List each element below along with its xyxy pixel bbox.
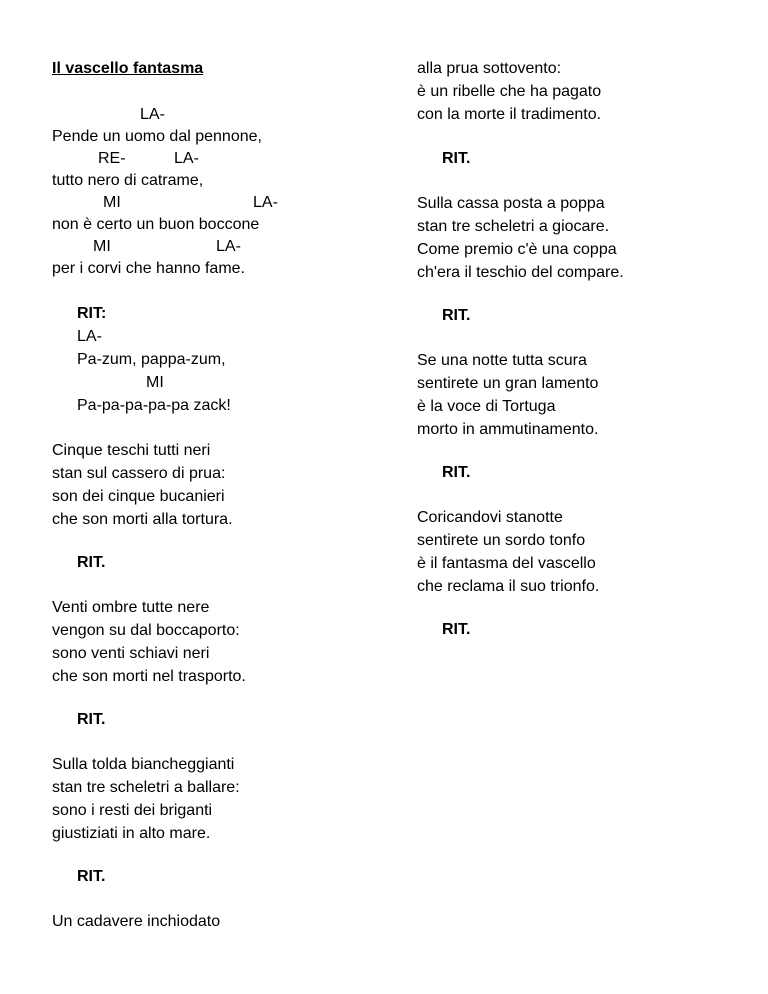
- chord: RE-: [98, 150, 126, 167]
- lyric-line: è un ribelle che ha pagato: [417, 83, 602, 100]
- chord: MI: [93, 238, 111, 255]
- lyric-line: Sulla cassa posta a poppa: [417, 195, 605, 212]
- lyric-line: Coricandovi stanotte: [417, 509, 563, 526]
- lyric-line: che reclama il suo trionfo.: [417, 578, 600, 595]
- lyric-line: vengon su dal boccaporto:: [52, 622, 240, 639]
- lyric-line: stan tre scheletri a ballare:: [52, 779, 240, 796]
- refrain-marker: RIT.: [442, 464, 471, 481]
- lyric-line: alla prua sottovento:: [417, 60, 562, 77]
- lyric-line: per i corvi che hanno fame.: [52, 260, 245, 277]
- chord: LA-: [216, 238, 241, 255]
- lyric-line: Pende un uomo dal pennone,: [52, 128, 262, 145]
- refrain-marker: RIT.: [77, 868, 106, 885]
- refrain-marker: RIT.: [442, 621, 471, 638]
- lyric-line: sentirete un sordo tonfo: [417, 532, 586, 549]
- lyric-line: che son morti nel trasporto.: [52, 668, 246, 685]
- lyric-line: giustiziati in alto mare.: [52, 825, 211, 842]
- chord: LA-: [140, 106, 165, 123]
- refrain-marker: RIT.: [442, 150, 471, 167]
- chord: LA-: [174, 150, 199, 167]
- lyric-line: non è certo un buon boccone: [52, 216, 260, 233]
- lyric-line: Pa-pa-pa-pa-pa zack!: [77, 397, 231, 414]
- lyric-line: sentirete un gran lamento: [417, 375, 599, 392]
- lyric-line: Se una notte tutta scura: [417, 352, 587, 369]
- chord: LA-: [253, 194, 278, 211]
- lyric-line: stan sul cassero di prua:: [52, 465, 226, 482]
- lyric-line: Un cadavere inchiodato: [52, 913, 221, 930]
- lyric-line: è la voce di Tortuga: [417, 398, 556, 415]
- lyric-line: Cinque teschi tutti neri: [52, 442, 211, 459]
- lyric-line: ch'era il teschio del compare.: [417, 264, 624, 281]
- lyric-line: Pa-zum, pappa-zum,: [77, 351, 226, 368]
- chord: MI: [146, 374, 164, 391]
- lyric-line: sono venti schiavi neri: [52, 645, 210, 662]
- lyric-line: con la morte il tradimento.: [417, 106, 602, 123]
- lyric-line: Sulla tolda biancheggianti: [52, 756, 235, 773]
- lyric-line: son dei cinque bucanieri: [52, 488, 225, 505]
- lyric-line: tutto nero di catrame,: [52, 172, 204, 189]
- lyric-line: sono i resti dei briganti: [52, 802, 213, 819]
- lyric-line: Venti ombre tutte nere: [52, 599, 210, 616]
- lyric-line: morto in ammutinamento.: [417, 421, 599, 438]
- refrain-marker: RIT.: [77, 554, 106, 571]
- chord: LA-: [77, 328, 102, 345]
- refrain-marker: RIT.: [442, 307, 471, 324]
- refrain-marker: RIT.: [77, 711, 106, 728]
- lyric-line: Come premio c'è una coppa: [417, 241, 617, 258]
- chord: MI: [103, 194, 121, 211]
- chorus-label: RIT:: [77, 305, 107, 322]
- lyric-line: che son morti alla tortura.: [52, 511, 233, 528]
- song-title: Il vascello fantasma: [52, 60, 204, 77]
- lyric-line: è il fantasma del vascello: [417, 555, 596, 572]
- lyric-line: stan tre scheletri a giocare.: [417, 218, 610, 235]
